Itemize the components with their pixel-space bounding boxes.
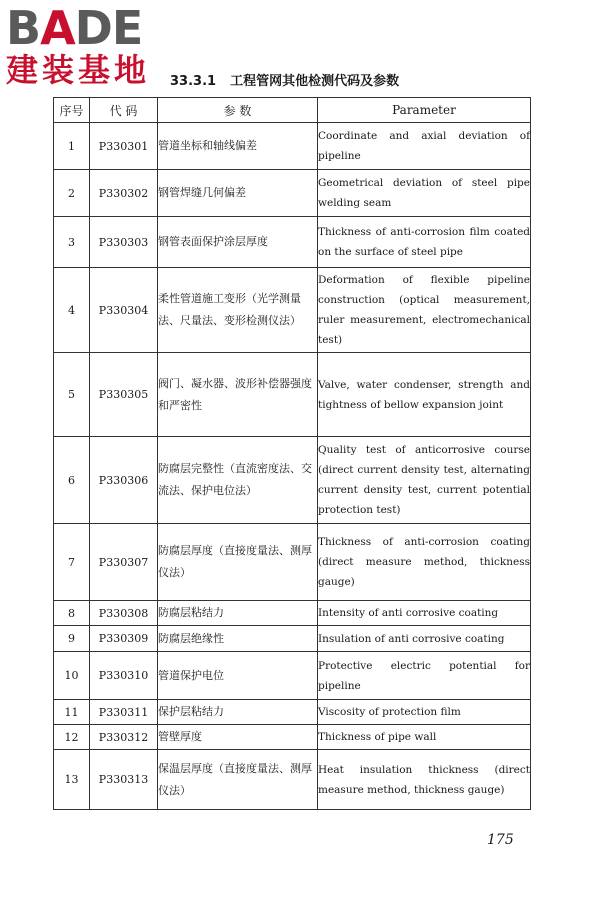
row-param: 保护层粘结力	[158, 700, 318, 725]
table-row	[54, 652, 531, 700]
row-en: Heat insulation thickness (direct measure method, thickness gauge)	[318, 750, 531, 810]
row-param: 防腐层完整性（直流密度法、交流法、保护电位法）	[158, 437, 318, 524]
table-row	[54, 700, 531, 725]
header-param: 参 数	[158, 98, 318, 123]
parameter-table	[53, 97, 531, 810]
row-code: P330307	[90, 524, 158, 601]
table-row	[54, 601, 531, 626]
row-en: Quality test of anticorrosive course (direct current density test, alternating current density test, current potential protection test)	[318, 437, 531, 524]
table-row	[54, 725, 531, 750]
row-seq: 11	[54, 700, 90, 725]
row-seq: 4	[54, 268, 90, 353]
table-row	[54, 437, 531, 524]
row-code: P330313	[90, 750, 158, 810]
table-row	[54, 268, 531, 353]
row-en: Protective electric potential for pipeline	[318, 652, 531, 700]
row-param: 防腐层绝缘性	[158, 626, 318, 652]
row-param: 管壁厚度	[158, 725, 318, 750]
row-code: P330312	[90, 725, 158, 750]
table-caption	[170, 70, 399, 89]
header-code: 代 码	[90, 98, 158, 123]
row-code: P330308	[90, 601, 158, 626]
row-en: Insulation of anti corrosive coating	[318, 626, 531, 652]
table-row	[54, 123, 531, 170]
table-row	[54, 353, 531, 437]
row-code: P330304	[90, 268, 158, 353]
row-en: Intensity of anti corrosive coating	[318, 601, 531, 626]
header-en: Parameter	[318, 98, 531, 123]
row-code: P330311	[90, 700, 158, 725]
row-param: 保温层厚度（直接度量法、测厚仪法）	[158, 750, 318, 810]
row-param: 柔性管道施工变形（光学测量法、尺量法、变形检测仪法）	[158, 268, 318, 353]
row-en: Geometrical deviation of steel pipe welding seam	[318, 170, 531, 217]
table-row	[54, 750, 531, 810]
row-param: 防腐层厚度（直接度量法、测厚仪法）	[158, 524, 318, 601]
caption-title: 工程管网其他检测代码及参数	[230, 74, 400, 89]
row-seq: 12	[54, 725, 90, 750]
row-seq: 2	[54, 170, 90, 217]
header-seq: 序号	[54, 98, 90, 123]
row-en: Viscosity of protection film	[318, 700, 531, 725]
row-code: P330306	[90, 437, 158, 524]
row-en: Thickness of anti-corrosion film coated on the surface of steel pipe	[318, 217, 531, 268]
row-seq: 10	[54, 652, 90, 700]
table-row	[54, 217, 531, 268]
table-header-row	[54, 98, 531, 123]
row-seq: 13	[54, 750, 90, 810]
row-param: 管道保护电位	[158, 652, 318, 700]
table-row	[54, 626, 531, 652]
row-code: P330303	[90, 217, 158, 268]
row-seq: 9	[54, 626, 90, 652]
page-number: 175	[487, 832, 514, 848]
row-en: Thickness of anti-corrosion coating (direct measure method, thickness gauge)	[318, 524, 531, 601]
row-seq: 6	[54, 437, 90, 524]
row-code: P330309	[90, 626, 158, 652]
logo-wordmark: BADE	[6, 1, 143, 55]
table-row	[54, 170, 531, 217]
row-param: 钢管表面保护涂层厚度	[158, 217, 318, 268]
row-seq: 7	[54, 524, 90, 601]
row-param: 钢管焊缝几何偏差	[158, 170, 318, 217]
row-en: Thickness of pipe wall	[318, 725, 531, 750]
row-seq: 8	[54, 601, 90, 626]
row-param: 防腐层粘结力	[158, 601, 318, 626]
row-seq: 1	[54, 123, 90, 170]
caption-number: 33.3.1	[170, 74, 217, 89]
row-code: P330302	[90, 170, 158, 217]
table-row	[54, 524, 531, 601]
logo-subtitle: 建装基地	[6, 51, 151, 89]
row-en: Coordinate and axial deviation of pipeline	[318, 123, 531, 170]
bade-logo	[6, 1, 176, 90]
row-code: P330305	[90, 353, 158, 437]
row-en: Deformation of flexible pipeline construction (optical measurement, ruler measurement, electromechanical test)	[318, 268, 531, 353]
row-param: 阀门、凝水器、波形补偿器强度和严密性	[158, 353, 318, 437]
row-code: P330301	[90, 123, 158, 170]
row-param: 管道坐标和轴线偏差	[158, 123, 318, 170]
row-code: P330310	[90, 652, 158, 700]
row-seq: 3	[54, 217, 90, 268]
row-en: Valve, water condenser, strength and tightness of bellow expansion joint	[318, 353, 531, 437]
row-seq: 5	[54, 353, 90, 437]
